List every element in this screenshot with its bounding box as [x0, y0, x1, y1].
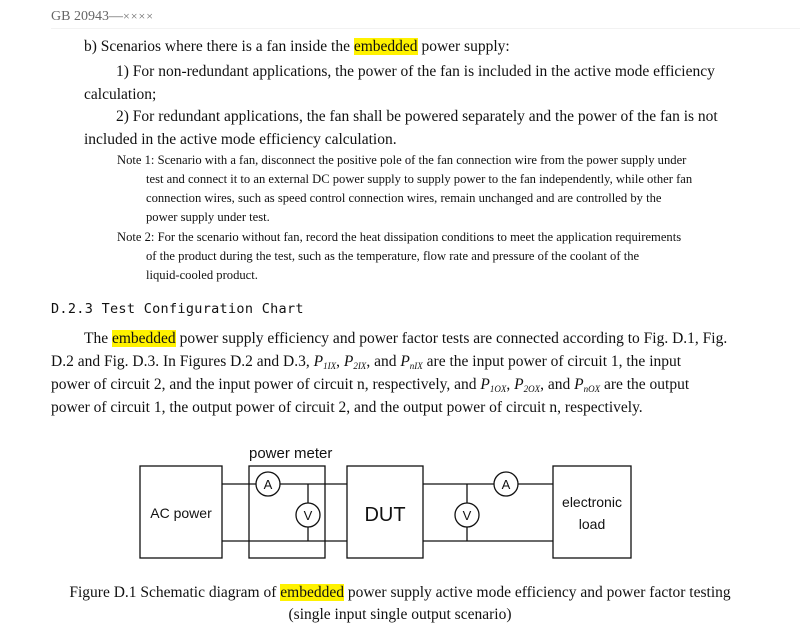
note1-line4: power supply under test.	[146, 210, 270, 224]
text: Figure D.1 Schematic diagram of	[69, 584, 281, 601]
symbol-p1ox: $P_{1OX}$	[480, 376, 507, 394]
voltmeter-out-symbol: V	[462, 508, 472, 523]
note2-line1: Note 2: For the scenario without fan, record the heat dissipation conditions to meet the application requirements	[117, 230, 682, 244]
note1-line1: Note 1: Scenario with a fan, disconnect the positive pole of the fan connection wire from the power supply under	[117, 153, 687, 167]
d23-line4: power of circuit 1, the output power of circuit 2, and the output power of circuit n, respectively.	[51, 399, 643, 416]
note1-line3: connection wires, such as speed control connection wires, remain unchanged and are controlled by the	[146, 191, 662, 205]
power-meter-box	[249, 466, 325, 558]
symbol-p2ix: $P_{2IX}$	[343, 353, 367, 371]
item2-line2: included in the active mode efficiency calculation.	[84, 131, 397, 148]
ammeter-in-symbol: A	[263, 477, 273, 492]
section-d23-heading: D.2.3 Test Configuration Chart	[51, 301, 304, 317]
ammeter-out-symbol: A	[501, 477, 511, 492]
test-configuration-diagram	[0, 438, 800, 573]
figure-caption-line2: (single input single output scenario)	[288, 606, 512, 623]
note2-line3: liquid-cooled product.	[146, 268, 258, 282]
text: are the input power of circuit 1, the input	[422, 353, 682, 370]
standard-year-placeholder: ××××	[122, 9, 155, 23]
figure-caption-line1	[0, 584, 800, 602]
dut-label: DUT	[364, 504, 406, 526]
d23-line1	[84, 330, 727, 348]
d23-line3: power of circuit 2, and the input power of circuit n, respectively, and $P_{1OX}$, $P_{2OX}$, and $P_{nOX}$ are the output	[51, 376, 690, 394]
ac-power-label: AC power	[150, 505, 212, 521]
text: D.2 and Fig. D.3. In Figures D.2 and D.3,	[51, 353, 314, 370]
power-meter-label: power meter	[249, 445, 333, 462]
d23-line2: D.2 and Fig. D.3. In Figures D.2 and D.3, $P_{1IX}$, $P_{2IX}$, and $P_{nIX}$ are the input power of circuit 1, the input	[51, 353, 682, 371]
document-header	[51, 9, 154, 25]
symbol-p2ox: $P_{2OX}$	[514, 376, 541, 394]
note1-line2: test and connect it to an external DC power supply to supply power to the fan independently, while other fan	[146, 172, 693, 186]
highlight-embedded: embedded	[111, 330, 176, 347]
section-b-heading	[84, 38, 510, 56]
text: power of circuit 2, and the input power of circuit n, respectively, and	[51, 376, 481, 393]
text: power supply efficiency and power factor tests are connected according to Fig. D.1, Fig.	[175, 330, 728, 347]
highlight-embedded: embedded	[280, 584, 344, 601]
text: The	[84, 330, 112, 347]
highlight-embedded: embedded	[353, 38, 418, 55]
voltmeter-in-symbol: V	[303, 508, 313, 523]
text: are the output	[600, 376, 690, 393]
heading-text: b) Scenarios where there is a fan inside the	[84, 38, 354, 55]
symbol-pnix: $P_{nIX}$	[400, 353, 423, 371]
symbol-pnox: $P_{nOX}$	[574, 376, 601, 394]
load-label-line1: electronic	[562, 494, 622, 510]
item1-line1: 1) For non-redundant applications, the power of the fan is included in the active mode efficiency	[116, 63, 715, 80]
header-rule	[51, 28, 800, 29]
item2-line1: 2) For redundant applications, the fan shall be powered separately and the power of the fan is not	[116, 108, 718, 125]
text: power supply active mode efficiency and power factor testing	[343, 584, 731, 601]
electronic-load-box	[553, 466, 631, 558]
symbol-p1ix: $P_{1IX}$	[313, 353, 337, 371]
item1-line2: calculation;	[84, 86, 157, 103]
standard-number: GB 20943—	[51, 9, 123, 24]
note2-line2: of the product during the test, such as the temperature, flow rate and pressure of the coolant of the	[146, 249, 640, 263]
heading-text-end: power supply:	[417, 38, 510, 55]
load-label-line2: load	[578, 516, 606, 532]
